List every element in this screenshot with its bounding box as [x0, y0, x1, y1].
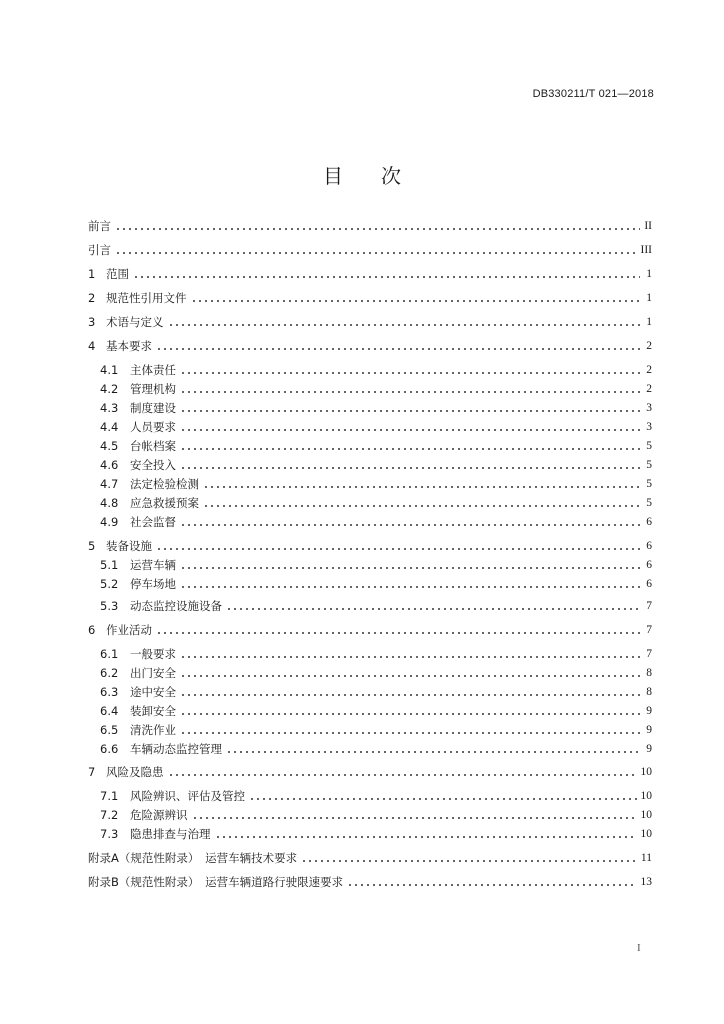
- toc-entry[interactable]: [100, 684, 652, 700]
- toc-entry[interactable]: [100, 514, 652, 530]
- toc-entry-page: 5: [646, 497, 652, 509]
- toc-entry-page: 7: [646, 624, 652, 636]
- toc-entry[interactable]: [88, 850, 652, 866]
- toc-entry[interactable]: [100, 557, 652, 573]
- toc-entry-label: 法定检验检测: [130, 477, 199, 491]
- toc-entry-number: 5.2: [100, 577, 119, 591]
- toc-entry-page: 11: [640, 852, 652, 864]
- toc-entry[interactable]: [88, 338, 652, 354]
- toc-entry-page: 9: [646, 705, 652, 717]
- toc-entry[interactable]: [88, 242, 652, 258]
- toc-entry-number: 4.9: [100, 515, 119, 529]
- toc-entry-number: 4.6: [100, 458, 119, 472]
- toc-entry-number: 6.2: [100, 666, 119, 680]
- toc-entry-label: 规范性引用文件: [106, 291, 187, 305]
- toc-entry[interactable]: [88, 218, 652, 234]
- toc-entry-number: 5.1: [100, 558, 119, 572]
- toc-entry-number: 4.8: [100, 496, 119, 510]
- toc-entry-number: 3: [88, 315, 96, 329]
- toc-entry-label: 引言: [88, 243, 111, 257]
- toc-entry-label: 出门安全: [130, 666, 176, 680]
- toc-entry[interactable]: [88, 266, 652, 282]
- dot-leader: [191, 300, 641, 302]
- toc-entry-label: 台帐档案: [130, 439, 176, 453]
- toc-entry-number: 4: [88, 339, 96, 353]
- toc-entry-page: 8: [646, 667, 652, 679]
- toc-entry-label: 应急救援预案: [130, 496, 199, 510]
- toc-entry-page: 2: [646, 383, 652, 395]
- toc-entry[interactable]: [100, 826, 652, 842]
- toc-entry-page: II: [644, 220, 652, 232]
- toc-entry-page: 7: [646, 648, 652, 660]
- toc-entry-number: 7.1: [100, 789, 119, 803]
- toc-entry-page: 5: [646, 440, 652, 452]
- toc-entry-page: 10: [640, 809, 652, 821]
- toc-entry-label: 车辆动态监控管理: [130, 742, 222, 756]
- dot-leader: [180, 448, 640, 450]
- dot-leader: [180, 732, 640, 734]
- toc-entry-number: 7: [88, 765, 96, 779]
- toc-entry-label: 附录B（规范性附录） 运营车辆道路行驶限速要求: [88, 875, 344, 889]
- toc-entry-number: 6.3: [100, 685, 119, 699]
- dot-leader: [156, 548, 640, 550]
- toc-entry-page: 2: [646, 364, 652, 376]
- toc-entry-page: 10: [640, 766, 652, 778]
- toc-entry-number: 2: [88, 291, 96, 305]
- toc-entry-label: 风险及隐患: [106, 765, 164, 779]
- toc-entry-label: 装卸安全: [130, 704, 176, 718]
- toc-entry-number: 4.3: [100, 401, 119, 415]
- dot-leader: [115, 252, 637, 254]
- toc-entry-page: 9: [646, 724, 652, 736]
- toc-entry-number: 4.4: [100, 420, 119, 434]
- toc-entry-number: 6.5: [100, 723, 119, 737]
- toc-entry-number: 4.5: [100, 439, 119, 453]
- dot-leader: [226, 751, 640, 753]
- toc-entry-label: 主体责任: [130, 363, 176, 377]
- toc-entry[interactable]: [100, 741, 652, 757]
- dot-leader: [168, 324, 641, 326]
- toc-entry[interactable]: [100, 495, 652, 511]
- toc-entry-label: 范围: [106, 267, 129, 281]
- toc-entry[interactable]: [100, 400, 652, 416]
- toc-entry-label: 安全投入: [130, 458, 176, 472]
- toc-entry-page: 5: [646, 459, 652, 471]
- toc-entry[interactable]: [100, 457, 652, 473]
- dot-leader: [180, 467, 640, 469]
- toc-entry[interactable]: [100, 788, 652, 804]
- title-char-left: 目: [323, 164, 343, 188]
- toc-entry-number: 4.7: [100, 477, 119, 491]
- toc-entry[interactable]: [88, 538, 652, 554]
- toc-entry[interactable]: [88, 314, 652, 330]
- toc-entry-number: 4.2: [100, 382, 119, 396]
- toc-entry-label: 社会监督: [130, 515, 176, 529]
- toc-entry[interactable]: [100, 476, 652, 492]
- footer-page-number: I: [637, 942, 641, 954]
- toc-entry[interactable]: [88, 290, 652, 306]
- toc-entry-label: 术语与定义: [106, 315, 164, 329]
- toc-entry-page: 6: [646, 540, 652, 552]
- toc-entry[interactable]: [88, 874, 652, 890]
- toc-entry-number: 5: [88, 539, 96, 553]
- toc-entry-label: 运营车辆: [130, 558, 176, 572]
- toc-entry-number: 7.2: [100, 808, 119, 822]
- toc-entry-page: 6: [646, 559, 652, 571]
- toc-entry-label: 清洗作业: [130, 723, 176, 737]
- toc-entry-label: 制度建设: [130, 401, 176, 415]
- toc-entry-page: 6: [646, 516, 652, 528]
- toc-entry[interactable]: [100, 646, 652, 662]
- dot-leader: [180, 410, 640, 412]
- toc-entry[interactable]: [100, 438, 652, 454]
- title-char-right: 次: [381, 164, 401, 188]
- toc-entry-label: 停车场地: [130, 577, 176, 591]
- dot-leader: [180, 524, 640, 526]
- toc-entry-label: 附录A（规范性附录） 运营车辆技术要求: [88, 851, 298, 865]
- dot-leader: [192, 817, 637, 819]
- toc-entry-label: 一般要求: [130, 647, 176, 661]
- toc-entry-number: 6.6: [100, 742, 119, 756]
- toc-entry-label: 人员要求: [130, 420, 176, 434]
- toc-entry[interactable]: [100, 722, 652, 738]
- dot-leader: [180, 675, 640, 677]
- dot-leader: [180, 586, 640, 588]
- toc-entry-number: 7.3: [100, 827, 119, 841]
- toc-entry-label: 基本要求: [106, 339, 152, 353]
- toc-entry-page: 13: [640, 876, 652, 888]
- toc-entry[interactable]: [100, 665, 652, 681]
- toc-entry-page: 1: [646, 268, 652, 280]
- dot-leader: [133, 276, 640, 278]
- dot-leader: [180, 391, 640, 393]
- dot-leader: [156, 348, 640, 350]
- toc-entry-page: 6: [646, 578, 652, 590]
- toc-entry-page: 2: [646, 340, 652, 352]
- dot-leader: [203, 505, 640, 507]
- toc-entry-number: 4.1: [100, 363, 119, 377]
- dot-leader: [180, 372, 640, 374]
- dot-leader: [180, 713, 640, 715]
- toc-entry[interactable]: [88, 764, 652, 780]
- toc-entry-page: 5: [646, 478, 652, 490]
- dot-leader: [347, 884, 636, 886]
- toc-entry-number: 6.1: [100, 647, 119, 661]
- dot-leader: [215, 836, 637, 838]
- toc-entry-number: 6.4: [100, 704, 119, 718]
- toc-entry-page: 8: [646, 686, 652, 698]
- dot-leader: [180, 429, 640, 431]
- toc-entry[interactable]: [100, 362, 652, 378]
- toc-entry-label: 作业活动: [106, 623, 152, 637]
- toc-entry-number: 1: [88, 267, 96, 281]
- toc-entry-label: 途中安全: [130, 685, 176, 699]
- dot-leader: [301, 860, 637, 862]
- toc-entry-label: 危险源辨识: [130, 808, 188, 822]
- toc-entry-label: 风险辨识、评估及管控: [130, 789, 245, 803]
- dot-leader: [115, 228, 640, 230]
- toc-entry[interactable]: [100, 703, 652, 719]
- toc-entry[interactable]: [100, 419, 652, 435]
- toc-entry-label: 隐患排查与治理: [130, 827, 211, 841]
- toc-entry-page: 3: [646, 421, 652, 433]
- toc-entry-page: 3: [646, 402, 652, 414]
- toc-entry-page: 9: [646, 743, 652, 755]
- document-code: DB330211/T 021—2018: [532, 88, 654, 100]
- toc-entry-label: 装备设施: [106, 539, 152, 553]
- toc-entry-number: 6: [88, 623, 96, 637]
- dot-leader: [203, 486, 640, 488]
- toc-entry[interactable]: [88, 622, 652, 638]
- toc-entry-page: 1: [646, 292, 652, 304]
- toc-entry[interactable]: [100, 598, 652, 614]
- toc-entry[interactable]: [100, 381, 652, 397]
- dot-leader: [180, 694, 640, 696]
- toc-entry-page: 10: [640, 790, 652, 802]
- toc-entry-number: 5.3: [100, 599, 119, 613]
- dot-leader: [180, 656, 640, 658]
- toc-entry-page: 7: [646, 600, 652, 612]
- dot-leader: [156, 632, 640, 634]
- dot-leader: [180, 567, 640, 569]
- toc-entry-page: 1: [646, 316, 652, 328]
- toc-entry-label: 前言: [88, 219, 111, 233]
- dot-leader: [249, 798, 637, 800]
- dot-leader: [226, 608, 640, 610]
- toc-entry-page: 10: [640, 828, 652, 840]
- toc-entry-label: 管理机构: [130, 382, 176, 396]
- page-title: [0, 160, 724, 189]
- toc-entry-label: 动态监控设施设备: [130, 599, 222, 613]
- dot-leader: [168, 774, 637, 776]
- toc-entry[interactable]: [100, 576, 652, 592]
- toc-entry-page: III: [640, 244, 652, 256]
- toc-entry[interactable]: [100, 807, 652, 823]
